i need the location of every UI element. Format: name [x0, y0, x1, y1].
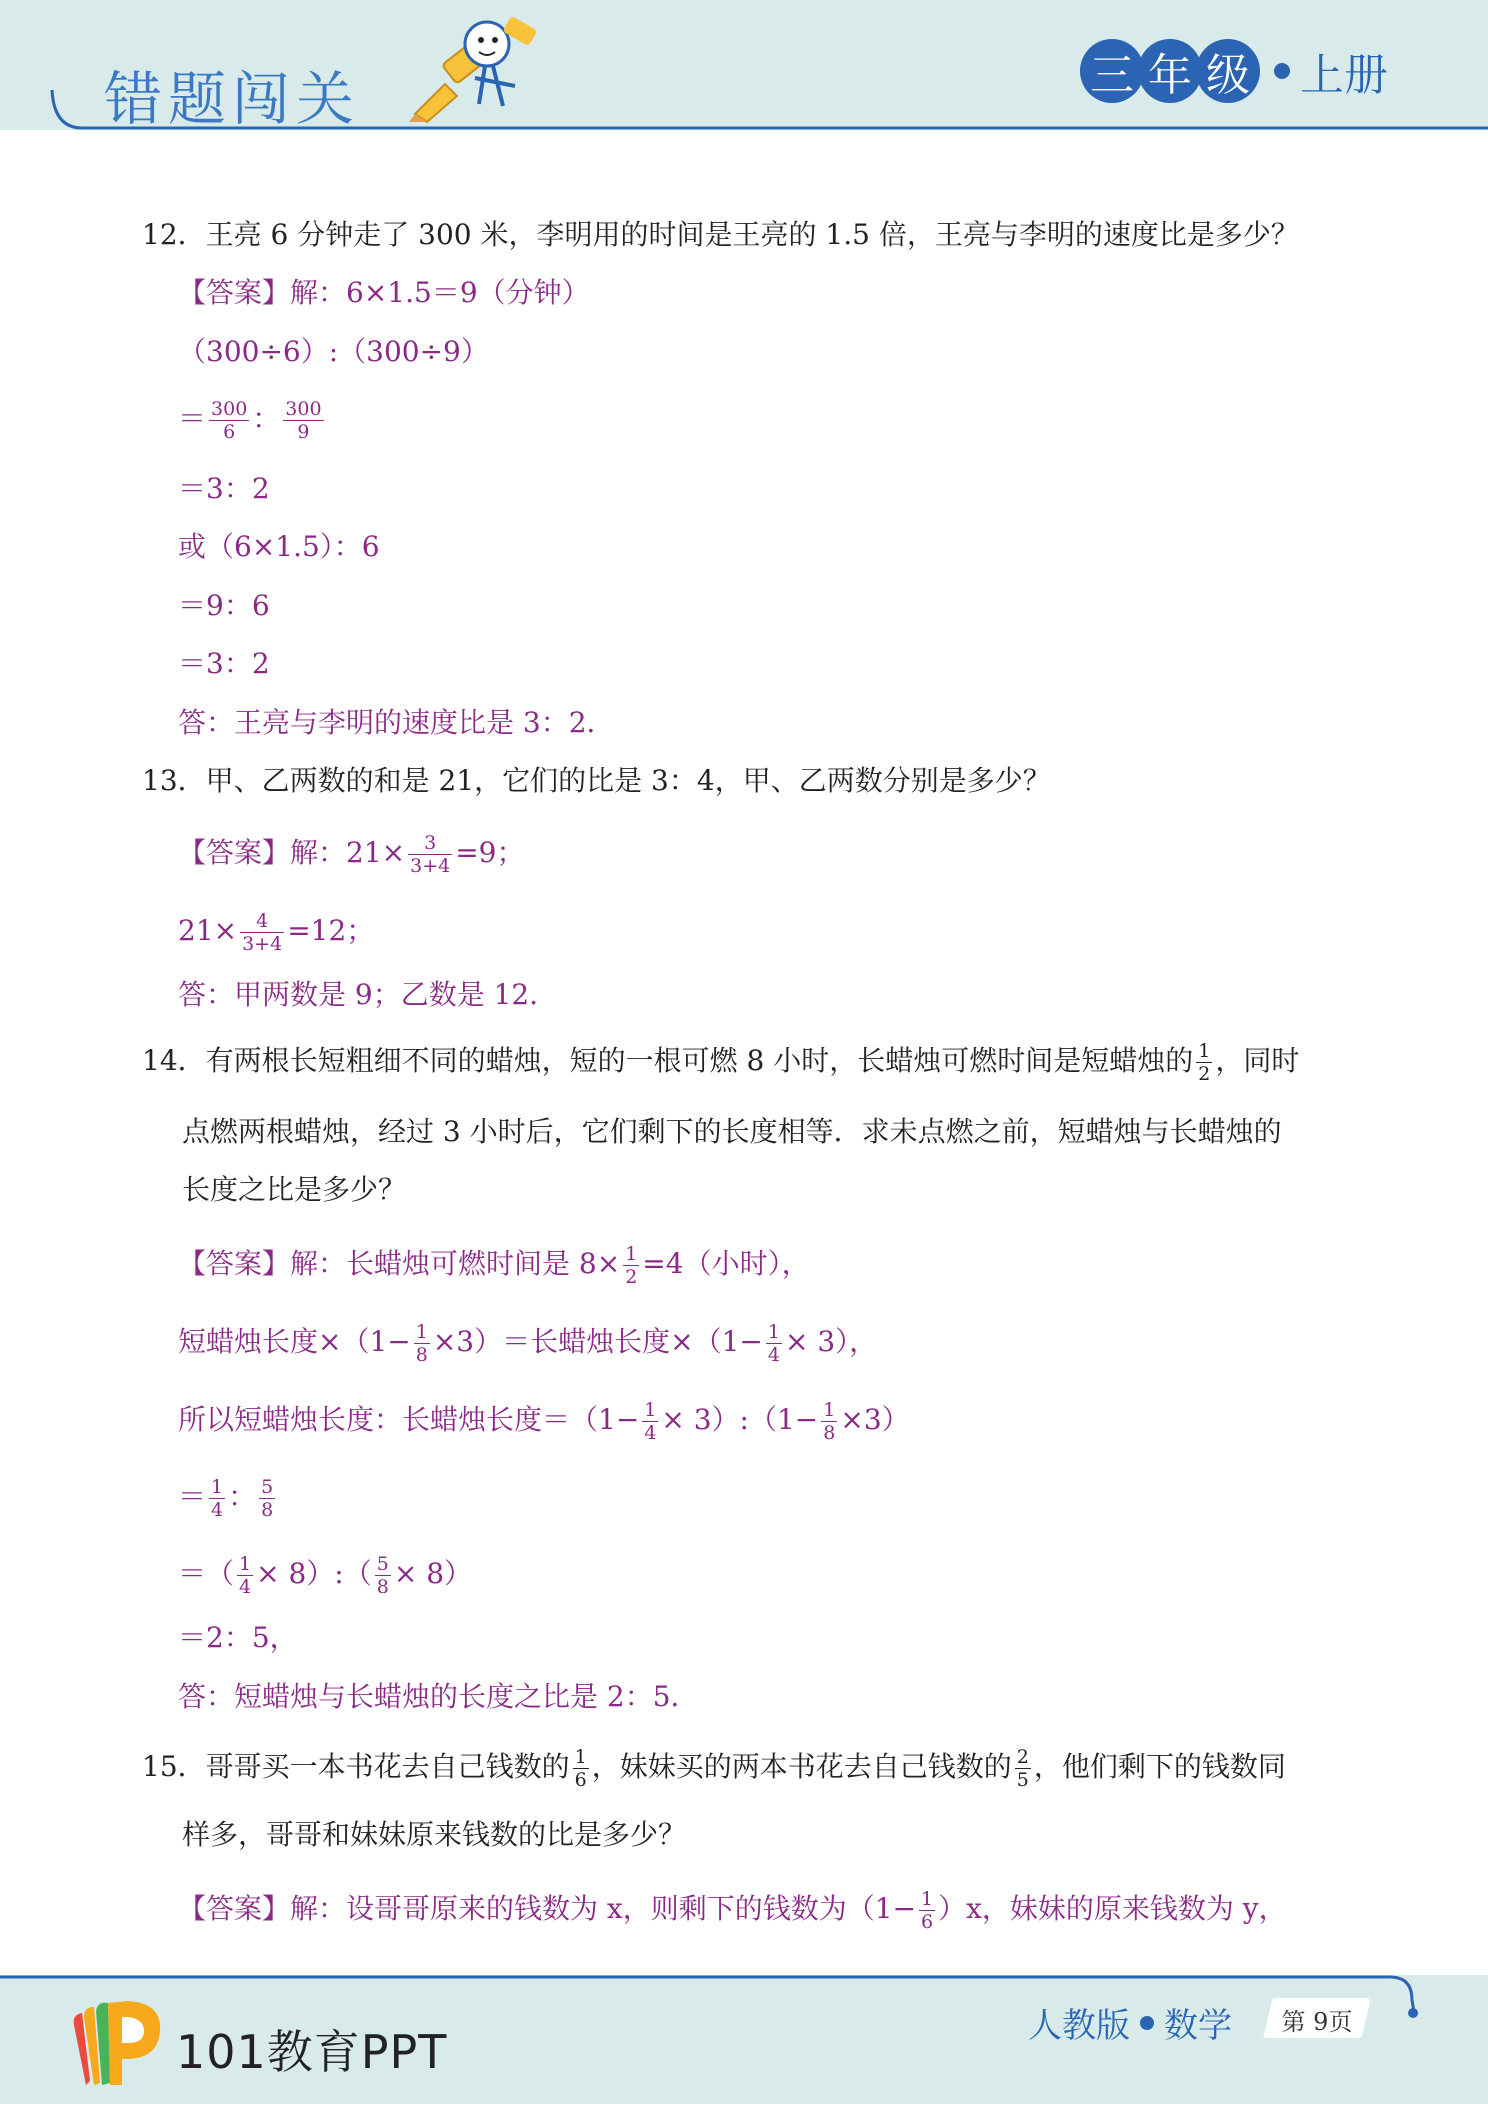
answer-text: =12；	[287, 914, 375, 947]
fraction: $\frac{1}{8}$	[415, 1321, 428, 1366]
answer-label: 【答案】解：	[178, 1892, 347, 1925]
page-number: 第 9页	[1281, 2008, 1353, 2036]
answer-15-line-1: 【答案】解：设哥哥原来的钱数为 x，则剩下的钱数为（1− $\frac{1}{6}$ ）x，妹妹的原来钱数为 y，	[178, 1888, 1287, 1933]
bullet-dot-icon	[1274, 63, 1290, 79]
fraction: $\frac{1}{4}$	[644, 1399, 657, 1444]
fraction: $\frac{5}{8}$	[261, 1476, 274, 1521]
fraction: $\frac{5}{8}$	[376, 1553, 389, 1598]
question-12: 12．王亮 6 分钟走了 300 米，李明用的时间是王亮的 1.5 倍，王亮与李明的速度比是多少？	[142, 218, 1299, 251]
answer-label: 【答案】解：	[178, 276, 347, 309]
answer-13-line-1	[178, 832, 525, 877]
fraction: $\frac{2}{5}$	[1016, 1746, 1029, 1791]
fraction: $\frac{1}{4}$	[211, 1476, 224, 1521]
question-14-line-3: 长度之比是多少？	[182, 1173, 407, 1206]
pencil-mascot-icon	[405, 14, 545, 124]
question-text: ，同时	[1215, 1044, 1300, 1077]
answer-14-line-3: 所以短蜡烛长度：长蜡烛长度＝（1− $\frac{1}{4}$ × 3）:（1− $\frac{1}{8}$ ×3）	[178, 1399, 910, 1444]
answer-text: =4（小时），	[642, 1247, 810, 1280]
answer-14-line-1	[178, 1243, 810, 1288]
answer-12-line-5: 或（6×1.5）：6	[178, 530, 380, 563]
grade-badges	[1080, 36, 1388, 106]
fraction: $\frac{300}{6}$	[211, 398, 248, 443]
fraction: $\frac{1}{2}$	[1198, 1040, 1211, 1085]
question-15-line-1: 15．哥哥买一本书花去自己钱数的 $\frac{1}{6}$ ，妹妹买的两本书花去自己钱数的 $\frac{2}{5}$ ，他们剩下的钱数同	[142, 1746, 1286, 1791]
fraction: $\frac{1}{6}$	[574, 1746, 587, 1791]
answer-12-line-3	[178, 398, 327, 443]
answer-text: 21×	[178, 914, 238, 947]
fraction: $\frac{1}{4}$	[767, 1321, 780, 1366]
answer-13-conclusion: 答：甲两数是 9；乙数是 12．	[178, 978, 558, 1011]
answer-text: 21×	[346, 836, 406, 869]
answer-text: ：	[252, 402, 281, 435]
answer-12-line-7: ＝3：2	[178, 647, 270, 680]
answer-label: 【答案】解：	[178, 836, 347, 869]
fraction: $\frac{1}{4}$	[239, 1553, 252, 1598]
brand-name: 101教育PPT	[176, 2025, 448, 2079]
header-title: 错题闯关	[104, 65, 361, 133]
answer-text: 长蜡烛可燃时间是 8×	[346, 1247, 621, 1280]
question-13: 13．甲、乙两数的和是 21，它们的比是 3：4，甲、乙两数分别是多少？	[142, 764, 1051, 797]
question-15-line-2: 样多，哥哥和妹妹原来钱数的比是多少？	[182, 1818, 687, 1851]
bullet-dot-icon	[1140, 2016, 1154, 2030]
answer-12-line-4: ＝3：2	[178, 472, 270, 505]
answer-text: 6×1.5＝9（分钟）	[346, 276, 590, 309]
fraction: $\frac{3}{3+4}$	[410, 832, 451, 877]
answer-13-line-2	[178, 910, 374, 955]
edition-text: 人教版	[1028, 2006, 1130, 2046]
fraction: $\frac{1}{8}$	[823, 1399, 836, 1444]
answer-12-line-2: （300÷6）:（300÷9）	[178, 335, 489, 368]
answer-14-conclusion: 答：短蜡烛与长蜡烛的长度之比是 2：5．	[178, 1680, 699, 1713]
question-14-line-2: 点燃两根蜡烛，经过 3 小时后，它们剩下的长度相等．求未点燃之前，短蜡烛与长蜡烛的	[182, 1115, 1282, 1148]
answer-14-line-6: ＝2：5，	[178, 1621, 298, 1654]
fraction: $\frac{1}{6}$	[921, 1888, 934, 1933]
grade-char: 级	[1196, 39, 1260, 103]
question-14-line-1	[142, 1040, 1299, 1085]
fraction: $\frac{1}{2}$	[625, 1243, 638, 1288]
grade-char: 年	[1138, 39, 1202, 103]
answer-text: =9；	[455, 836, 525, 869]
volume-label: 上册	[1300, 50, 1388, 101]
fraction: $\frac{4}{3+4}$	[242, 910, 283, 955]
answer-label: 【答案】解：	[178, 1247, 347, 1280]
answer-14-line-2: 短蜡烛长度×（1− $\frac{1}{8}$ ×3）＝长蜡烛长度×（1− $\frac{1}{4}$ × 3），	[178, 1321, 878, 1366]
answer-14-line-4: ＝ $\frac{1}{4}$ ： $\frac{5}{8}$	[178, 1476, 274, 1521]
edition-label	[1028, 1998, 1232, 2047]
fraction: $\frac{300}{9}$	[285, 398, 322, 443]
answer-12-conclusion: 答：王亮与李明的速度比是 3：2．	[178, 706, 615, 739]
brand-logo-icon	[66, 1995, 166, 2090]
answer-text: ＝	[178, 402, 207, 435]
answer-12-line-1	[178, 276, 590, 310]
answer-12-line-6: ＝9：6	[178, 589, 270, 622]
question-text: 14．有两根长短粗细不同的蜡烛，短的一根可燃 8 小时，长蜡烛可燃时间是短蜡烛的	[142, 1044, 1194, 1077]
grade-char: 三	[1080, 39, 1144, 103]
subject-text: 数学	[1164, 2006, 1232, 2046]
answer-14-line-5: ＝（ $\frac{1}{4}$ × 8）:（ $\frac{5}{8}$ × 8）	[178, 1553, 473, 1598]
